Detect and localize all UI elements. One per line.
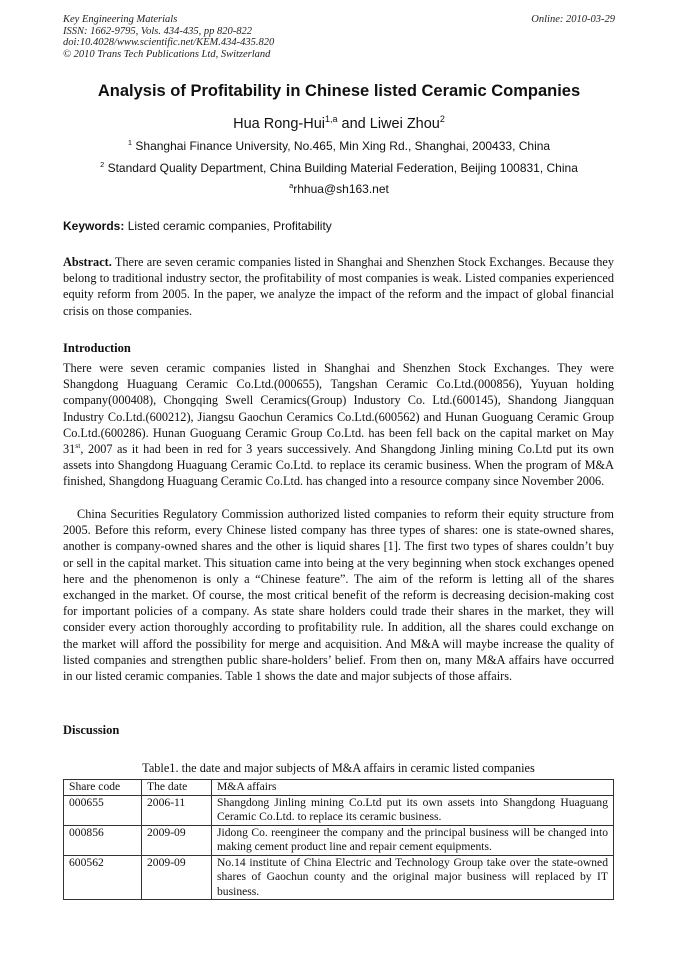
ma-affairs-table <box>63 779 614 900</box>
page-header <box>63 14 615 60</box>
keywords <box>63 219 615 233</box>
introduction-paragraph-1 <box>63 360 614 490</box>
cell-date: 2009-09 <box>142 825 212 855</box>
abstract-text: There are seven ceramic companies listed in Shanghai and Shenzhen Stock Exchanges. Because they belong to traditional industry sector, the profitability of most companies is weak. Listed companies experienced equity reform from 2005. In the paper, we analyze the impact of the reform and the impact of global financial crisis on those companies. <box>63 255 614 318</box>
keywords-label: Keywords: <box>63 219 125 233</box>
cell-affair: Shangdong Jinling mining Co.Ltd put its own assets into Shangdong Huaguang Ceramic Co.Ltd. to replace its ceramic business. <box>212 795 614 825</box>
author-1-sup: 1,a <box>325 114 338 125</box>
table-row <box>64 855 614 900</box>
author-1: Hua Rong-Hui <box>233 116 325 132</box>
email-line <box>40 182 638 196</box>
intro-p1-sup: st <box>75 440 81 450</box>
introduction-paragraph-2: China Securities Regulatory Commission authorized listed companies to reform their equity structure from 2005. Before this reform, every Chinese listed company has three types of shares: one is state-owned shares, another is company-owned shares and the other is liquid shares [1]. The first two types of shares couldn’t buy or sell in the capital market. This situation came into being at the very beginning when stock exchanges opened here and the phenomenon is only a “Chinese feature”. The aim of the reform is letting all of the shares exchanged in the market. Of course, the most critical benefit of the reform is decreasing decision-making cost for important policies of a company. As state share holders could trade their shares in the market, they will consider every action thoroughly according to profitability rule. In addition, all the shares could exchange on the market will afford the possibility for merge and acquisition. And M&A will maybe increase the quality of listed companies and strengthen public share-holders’ belief. From then on, many M&A affairs have occurred in our listed ceramic companies. Table 1 shows the date and major subjects of those affairs. <box>63 507 614 684</box>
intro-p1-text-a: There were seven ceramic companies listed in Shanghai and Shenzhen Stock Exchanges. They were Shangdong Huaguang Ceramic Co.Ltd.(000655), Tangshan Ceramic Co.Ltd.(000856), Yuyuan holding company(000408), Chongqing Swell Ceramics(Group) Industory Co. Ltd.(600145), Shandong Jiangquan Industry Co.Ltd.(600212), Jiangsu Gaochun Ceramics Co.Ltd.(600562) and Hunan Guoguang Ceramic Group Co.Ltd.(600286). Hunan Guoguang Ceramic Group Co.Ltd. has been fell back on the capital market on May 31 <box>63 361 614 457</box>
cell-date: 2009-09 <box>142 855 212 900</box>
cell-affair: No.14 institute of China Electric and Technology Group take over the state-owned shares of Gaochun county and the original major business will replaced by IT business. <box>212 855 614 900</box>
affiliation-2 <box>40 161 638 175</box>
affiliation-1-text: Shanghai Finance University, No.465, Min Xing Rd., Shanghai, 200433, China <box>135 139 551 153</box>
affiliation-1-sup: 1 <box>127 138 133 147</box>
abstract <box>63 254 614 319</box>
table-header-row <box>64 780 614 796</box>
doi-line: doi:10.4028/www.scientific.net/KEM.434-435.820 <box>63 37 275 48</box>
discussion-heading: Discussion <box>63 723 120 737</box>
affiliation-2-text: Standard Quality Department, China Building Material Federation, Beijing 100831, China <box>107 161 578 175</box>
cell-share-code: 600562 <box>64 855 142 900</box>
table-caption: Table1. the date and major subjects of M&A affairs in ceramic listed companies <box>142 761 535 775</box>
table-row <box>64 825 614 855</box>
header-share-code: Share code <box>64 780 142 796</box>
author-2: and Liwei Zhou <box>337 116 440 132</box>
affiliation-1 <box>40 139 638 153</box>
author-line <box>40 116 638 132</box>
header-affairs: M&A affairs <box>212 780 614 796</box>
journal-name: Key Engineering Materials <box>63 14 178 25</box>
cell-date: 2006-11 <box>142 795 212 825</box>
header-date: The date <box>142 780 212 796</box>
issn-line: ISSN: 1662-9795, Vols. 434-435, pp 820-822 <box>63 25 252 37</box>
keywords-text: Listed ceramic companies, Profitability <box>124 219 332 233</box>
author-2-sup: 2 <box>439 114 445 125</box>
abstract-label: Abstract. <box>63 255 112 269</box>
table-row <box>64 795 614 825</box>
cell-affair: Jidong Co. reengineer the company and the principal business will be changed into making cement product line and repair cement equipments. <box>212 825 614 855</box>
intro-p1-text-b: , 2007 as it had been in red for 3 years successively. And Shangdong Jinling mining Co.Ltd put its own assets into Shangdong Huaguang Ceramic Co.Ltd. to replace its ceramic business. When the program of M&A finished, Shangdong Huaguang Ceramic Co.Ltd. has changed into a resource company since November 2006. <box>63 442 614 489</box>
email-address: rhhua@sh163.net <box>293 182 389 196</box>
cell-share-code: 000856 <box>64 825 142 855</box>
affiliation-2-sup: 2 <box>100 160 105 169</box>
introduction-heading: Introduction <box>63 341 131 355</box>
paper-title: Analysis of Profitability in Chinese listed Ceramic Companies <box>97 82 581 100</box>
email-sup: a <box>289 181 294 190</box>
online-date: Online: 2010-03-29 <box>531 14 615 25</box>
copyright-line: © 2010 Trans Tech Publications Ltd, Switzerland <box>63 48 271 60</box>
cell-share-code: 000655 <box>64 795 142 825</box>
